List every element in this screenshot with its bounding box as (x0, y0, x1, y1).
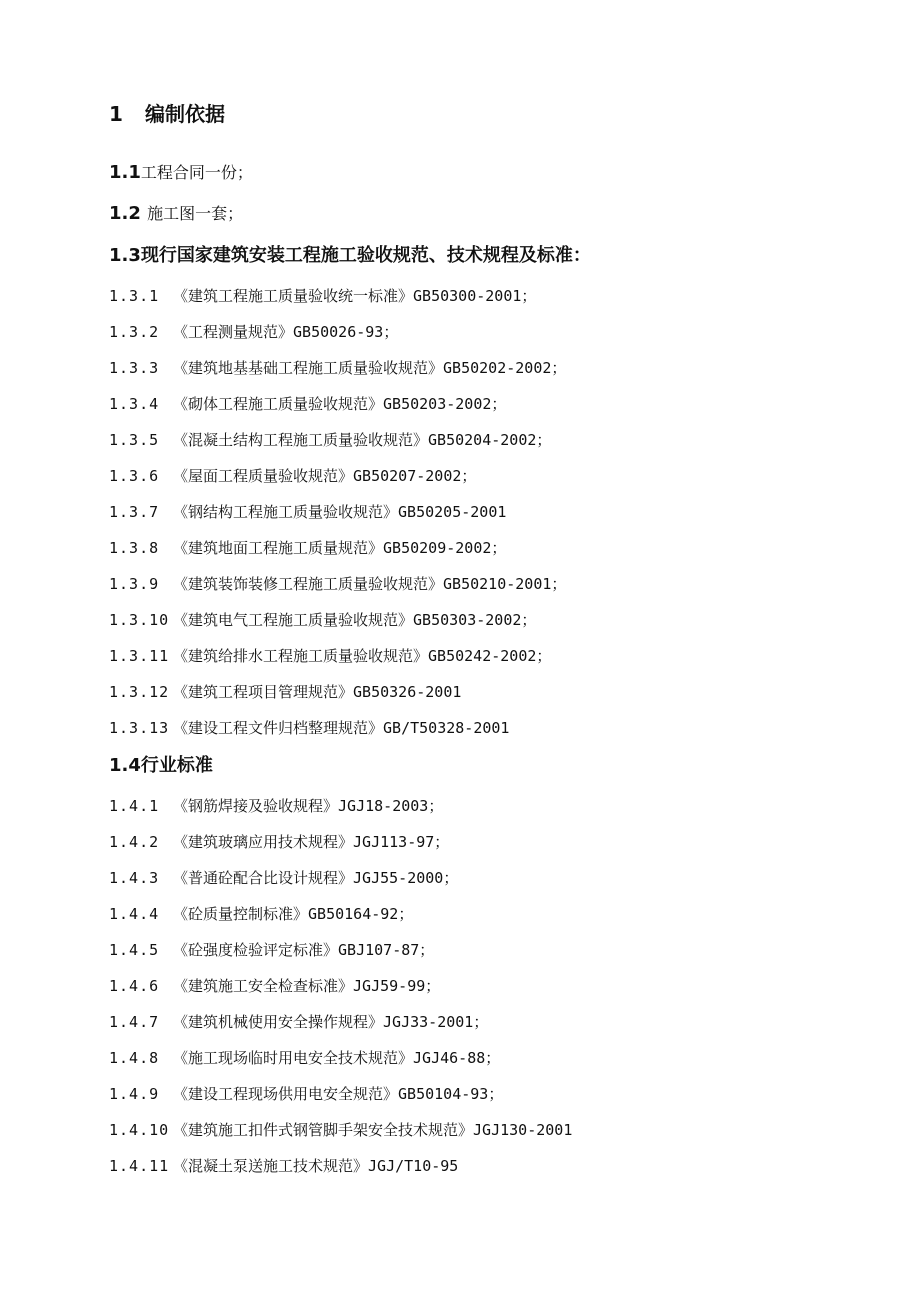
standard-code: JGJ130-2001 (473, 1121, 573, 1139)
subsection-text: 现行国家建筑安装工程施工验收规范、技术规程及标准： (140, 245, 591, 266)
standard-number: 1.3.10 (109, 611, 170, 629)
standard-item (109, 613, 536, 628)
standard-title: 《钢结构工程施工质量验收规范》 (173, 503, 399, 521)
standard-item (109, 943, 434, 958)
standard-number: 1.4.2 (109, 833, 160, 851)
standard-code: GB50207-2002； (353, 467, 477, 485)
subsection-1-2 (109, 205, 243, 223)
standard-item (109, 289, 536, 304)
standard-code: JGJ113-97； (353, 833, 450, 851)
standard-number: 1.4.7 (109, 1013, 160, 1031)
standard-number: 1.3.5 (109, 431, 160, 449)
subsection-text: 工程合同一份； (140, 163, 253, 182)
standard-number: 1.4.5 (109, 941, 160, 959)
standard-code: JGJ/T10-95 (368, 1157, 459, 1175)
standard-number: 1.3.1 (109, 287, 160, 305)
standard-code: GB50205-2001 (398, 503, 507, 521)
standard-title: 《施工现场临时用电安全技术规范》 (173, 1049, 414, 1067)
standard-code: GB50209-2002； (383, 539, 507, 557)
standard-item (109, 325, 398, 340)
subsection-text: 行业标准 (140, 755, 213, 776)
standard-title: 《普通砼配合比设计规程》 (173, 869, 354, 887)
standard-item (109, 1159, 458, 1174)
standard-number: 1.3.8 (109, 539, 160, 557)
standard-code: GB50242-2002； (428, 647, 552, 665)
section-title: 编制依据 (145, 102, 225, 126)
subsection-1-1 (109, 164, 253, 182)
subsection-number: 1.3 (109, 245, 141, 266)
standard-item (109, 541, 506, 556)
standard-number: 1.3.12 (109, 683, 170, 701)
standard-item (109, 505, 506, 520)
standard-title: 《砼质量控制标准》 (173, 905, 309, 923)
standard-title: 《建筑地面工程施工质量规范》 (173, 539, 384, 557)
standard-item (109, 577, 566, 592)
standard-title: 《建设工程文件归档整理规范》 (173, 719, 384, 737)
standard-code: GB50326-2001 (353, 683, 462, 701)
standard-item (109, 799, 443, 814)
standard-title: 《混凝土泵送施工技术规范》 (173, 1157, 369, 1175)
standard-title: 《混凝土结构工程施工质量验收规范》 (173, 431, 429, 449)
standard-number: 1.3.13 (109, 719, 170, 737)
standard-number: 1.4.1 (109, 797, 160, 815)
standard-code: GB/T50328-2001 (383, 719, 510, 737)
standard-number: 1.3.4 (109, 395, 160, 413)
standard-title: 《建筑装饰装修工程施工质量验收规范》 (173, 575, 444, 593)
section-number: 1 (109, 102, 123, 126)
standard-code: JGJ59-99； (353, 977, 441, 995)
standard-number: 1.3.6 (109, 467, 160, 485)
standard-item (109, 835, 449, 850)
standard-title: 《钢筋焊接及验收规程》 (173, 797, 339, 815)
standard-number: 1.3.7 (109, 503, 160, 521)
standard-title: 《屋面工程质量验收规范》 (173, 467, 354, 485)
standard-title: 《建筑施工扣件式钢管脚手架安全技术规范》 (173, 1121, 474, 1139)
standard-item (109, 871, 458, 886)
standard-title: 《工程测量规范》 (173, 323, 294, 341)
standard-number: 1.4.4 (109, 905, 160, 923)
standard-number: 1.3.3 (109, 359, 160, 377)
standard-title: 《建筑电气工程施工质量验收规范》 (173, 611, 414, 629)
standard-code: GB50203-2002； (383, 395, 507, 413)
standard-title: 《建筑机械使用安全操作规程》 (173, 1013, 384, 1031)
standard-number: 1.3.9 (109, 575, 160, 593)
standard-code: GB50204-2002； (428, 431, 552, 449)
standard-title: 《建筑施工安全检查标准》 (173, 977, 354, 995)
standard-code: GB50164-92； (308, 905, 414, 923)
standard-title: 《建筑工程施工质量验收统一标准》 (173, 287, 414, 305)
standard-title: 《建设工程现场供用电安全规范》 (173, 1085, 399, 1103)
subsection-1-4 (109, 757, 213, 775)
standard-code: GBJ107-87； (338, 941, 435, 959)
standard-number: 1.4.3 (109, 869, 160, 887)
subsection-1-3 (109, 247, 591, 265)
standard-item (109, 721, 509, 736)
subsection-number: 1.1 (109, 162, 141, 183)
standard-item (109, 979, 440, 994)
standard-item (109, 907, 413, 922)
standard-code: GB50202-2002； (443, 359, 567, 377)
standard-number: 1.3.11 (109, 647, 170, 665)
standard-code: GB50104-93； (398, 1085, 504, 1103)
standard-item (109, 469, 476, 484)
standard-title: 《砌体工程施工质量验收规范》 (173, 395, 384, 413)
standard-number: 1.4.9 (109, 1085, 160, 1103)
standard-code: GB50026-93； (293, 323, 399, 341)
standard-number: 1.4.6 (109, 977, 160, 995)
standard-code: JGJ55-2000； (353, 869, 459, 887)
standard-item (109, 361, 566, 376)
standard-title: 《砼强度检验评定标准》 (173, 941, 339, 959)
standard-number: 1.4.11 (109, 1157, 170, 1175)
standard-number: 1.4.10 (109, 1121, 170, 1139)
subsection-text: 施工图一套； (147, 204, 244, 223)
standard-item (109, 1051, 500, 1066)
standard-title: 《建筑玻璃应用技术规程》 (173, 833, 354, 851)
standard-code: GB50300-2001； (413, 287, 537, 305)
standard-title: 《建筑地基基础工程施工质量验收规范》 (173, 359, 444, 377)
subsection-number: 1.4 (109, 755, 141, 776)
standard-title: 《建筑工程项目管理规范》 (173, 683, 354, 701)
standard-item (109, 649, 551, 664)
standard-item (109, 433, 551, 448)
standard-item (109, 1015, 488, 1030)
standard-title: 《建筑给排水工程施工质量验收规范》 (173, 647, 429, 665)
standard-code: JGJ33-2001； (383, 1013, 489, 1031)
standard-item (109, 1087, 503, 1102)
standard-code: JGJ18-2003； (338, 797, 444, 815)
standard-item (109, 1123, 572, 1138)
section-heading (109, 104, 225, 124)
standard-item (109, 397, 506, 412)
standard-number: 1.4.8 (109, 1049, 160, 1067)
standard-code: GB50303-2002； (413, 611, 537, 629)
standard-number: 1.3.2 (109, 323, 160, 341)
standard-code: JGJ46-88； (413, 1049, 501, 1067)
standard-item (109, 685, 461, 700)
standard-code: GB50210-2001； (443, 575, 567, 593)
subsection-number: 1.2 (109, 203, 141, 224)
